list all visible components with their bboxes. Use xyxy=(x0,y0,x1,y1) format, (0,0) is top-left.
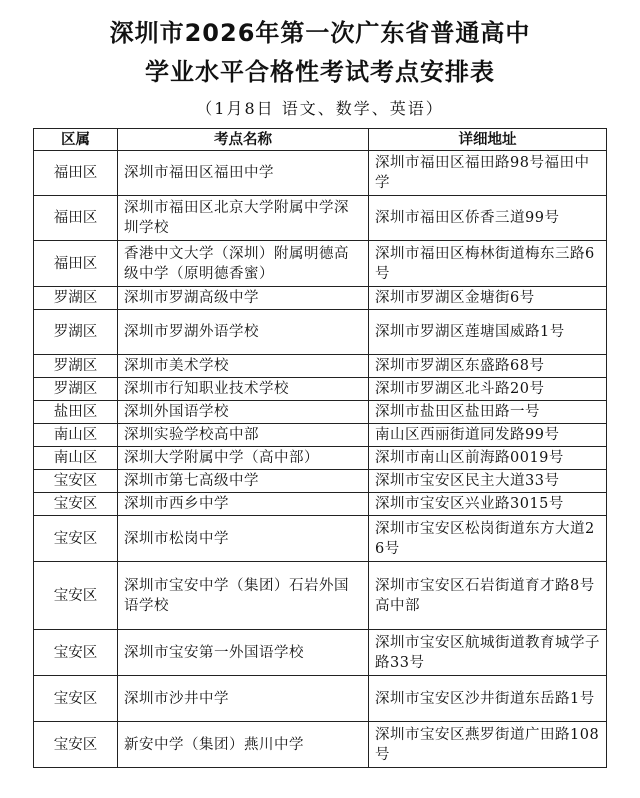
table-row xyxy=(34,493,607,516)
table-row xyxy=(34,355,607,378)
table-row xyxy=(34,378,607,401)
district-cell: 宝安区 xyxy=(34,562,118,630)
school-name-cell: 深圳市行知职业技术学校 xyxy=(118,378,369,401)
document-title-line2: 学业水平合格性考试考点安排表 xyxy=(145,58,495,86)
district-cell: 宝安区 xyxy=(34,470,118,493)
district-cell: 宝安区 xyxy=(34,630,118,676)
school-name-cell: 深圳市沙井中学 xyxy=(118,676,369,722)
table-row xyxy=(34,424,607,447)
exam-venue-table xyxy=(33,128,607,768)
table-row xyxy=(34,630,607,676)
address-cell: 深圳市福田区侨香三道99号 xyxy=(369,196,607,241)
district-cell: 宝安区 xyxy=(34,676,118,722)
table-row xyxy=(34,401,607,424)
school-name-cell: 深圳实验学校高中部 xyxy=(118,424,369,447)
district-cell: 南山区 xyxy=(34,447,118,470)
address-cell: 深圳市宝安区松岗街道东方大道26号 xyxy=(369,516,607,562)
table-row xyxy=(34,196,607,241)
school-name-cell: 深圳市罗湖高级中学 xyxy=(118,287,369,310)
school-name-cell: 深圳市福田区福田中学 xyxy=(118,151,369,196)
district-cell: 宝安区 xyxy=(34,722,118,768)
school-name-cell: 深圳市美术学校 xyxy=(118,355,369,378)
table-row xyxy=(34,516,607,562)
school-name-cell: 深圳市西乡中学 xyxy=(118,493,369,516)
header-address: 详细地址 xyxy=(369,129,607,151)
school-name-cell: 香港中文大学（深圳）附属明德高级中学（原明德香蜜） xyxy=(118,241,369,287)
table-row xyxy=(34,676,607,722)
table-row xyxy=(34,470,607,493)
address-cell: 深圳市罗湖区莲塘国威路1号 xyxy=(369,310,607,355)
school-name-cell: 深圳市福田区北京大学附属中学深圳学校 xyxy=(118,196,369,241)
district-cell: 宝安区 xyxy=(34,493,118,516)
address-cell: 深圳市南山区前海路0019号 xyxy=(369,447,607,470)
table-row xyxy=(34,310,607,355)
school-name-cell: 新安中学（集团）燕川中学 xyxy=(118,722,369,768)
district-cell: 罗湖区 xyxy=(34,355,118,378)
school-name-cell: 深圳市宝安中学（集团）石岩外国语学校 xyxy=(118,562,369,630)
header-district: 区属 xyxy=(34,129,118,151)
school-name-cell: 深圳市宝安第一外国语学校 xyxy=(118,630,369,676)
district-cell: 福田区 xyxy=(34,196,118,241)
address-cell: 深圳市罗湖区北斗路20号 xyxy=(369,378,607,401)
table-row xyxy=(34,241,607,287)
district-cell: 罗湖区 xyxy=(34,310,118,355)
address-cell: 深圳市福田区梅林街道梅东三路6号 xyxy=(369,241,607,287)
table-row xyxy=(34,287,607,310)
exam-subjects-subtitle: （1月8日 语文、数学、英语） xyxy=(196,99,444,118)
table-row xyxy=(34,722,607,768)
district-cell: 盐田区 xyxy=(34,401,118,424)
district-cell: 罗湖区 xyxy=(34,378,118,401)
school-name-cell: 深圳市罗湖外语学校 xyxy=(118,310,369,355)
address-cell: 深圳市宝安区燕罗街道广田路108号 xyxy=(369,722,607,768)
address-cell: 深圳市罗湖区金塘街6号 xyxy=(369,287,607,310)
address-cell: 深圳市盐田区盐田路一号 xyxy=(369,401,607,424)
district-cell: 罗湖区 xyxy=(34,287,118,310)
document-title-line1: 深圳市2026年第一次广东省普通高中 xyxy=(109,19,531,47)
table-row xyxy=(34,151,607,196)
district-cell: 福田区 xyxy=(34,151,118,196)
address-cell: 深圳市宝安区石岩街道育才路8号高中部 xyxy=(369,562,607,630)
table-row xyxy=(34,562,607,630)
school-name-cell: 深圳外国语学校 xyxy=(118,401,369,424)
address-cell: 深圳市宝安区航城街道教育城学子路33号 xyxy=(369,630,607,676)
address-cell: 深圳市宝安区沙井街道东岳路1号 xyxy=(369,676,607,722)
address-cell: 深圳市宝安区兴业路3015号 xyxy=(369,493,607,516)
district-cell: 宝安区 xyxy=(34,516,118,562)
school-name-cell: 深圳市第七高级中学 xyxy=(118,470,369,493)
table-header-row xyxy=(34,129,607,151)
school-name-cell: 深圳大学附属中学（高中部） xyxy=(118,447,369,470)
address-cell: 深圳市宝安区民主大道33号 xyxy=(369,470,607,493)
address-cell: 深圳市福田区福田路98号福田中学 xyxy=(369,151,607,196)
district-cell: 福田区 xyxy=(34,241,118,287)
address-cell: 深圳市罗湖区东盛路68号 xyxy=(369,355,607,378)
school-name-cell: 深圳市松岗中学 xyxy=(118,516,369,562)
table-row xyxy=(34,447,607,470)
address-cell: 南山区西丽街道同发路99号 xyxy=(369,424,607,447)
header-school: 考点名称 xyxy=(118,129,369,151)
district-cell: 南山区 xyxy=(34,424,118,447)
